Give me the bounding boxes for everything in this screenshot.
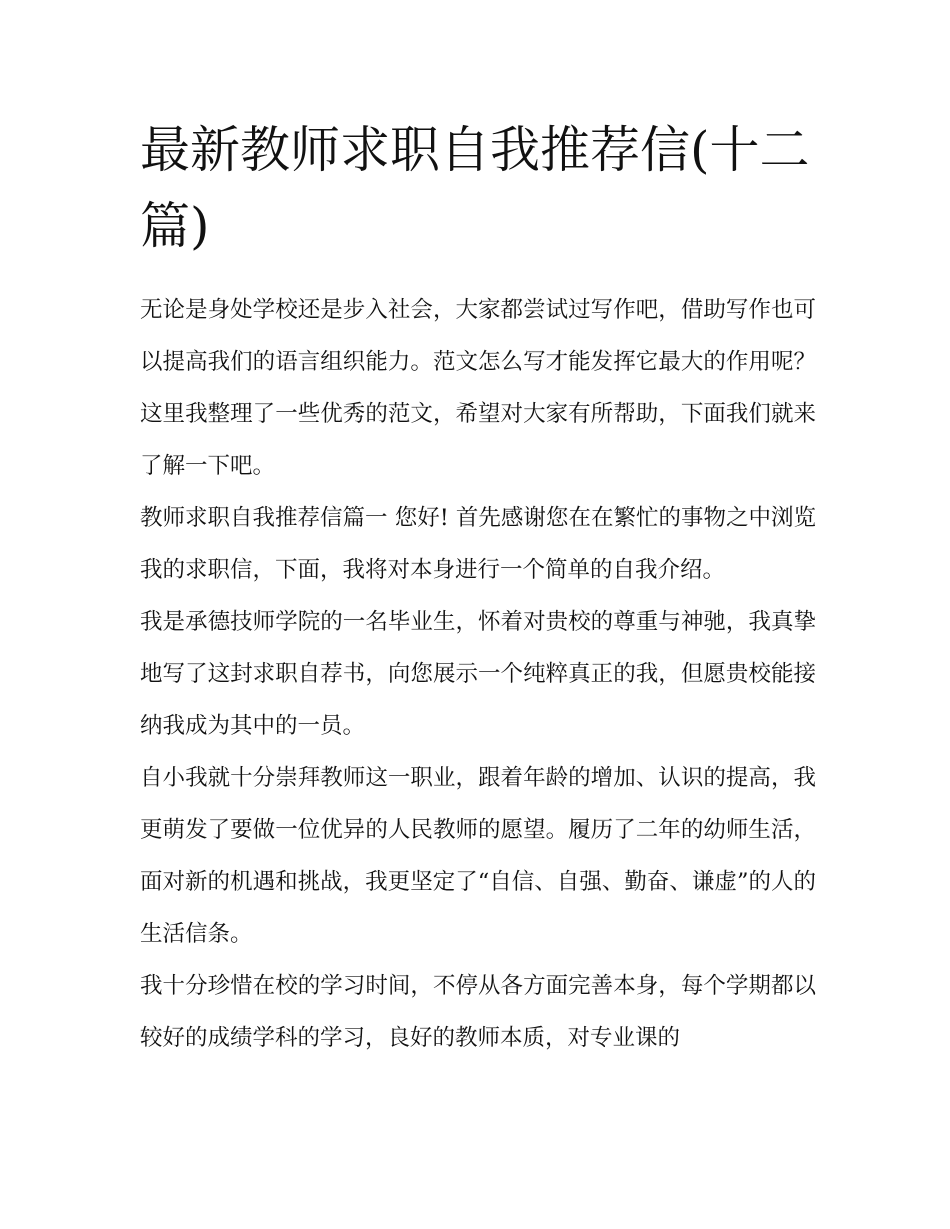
paragraph-intro: 无论是身处学校还是步入社会，大家都尝试过写作吧，借助写作也可以提高我们的语言组织能力。范文怎么写才能发挥它最大的作用呢？这里我整理了一些优秀的范文，希望对大家有所帮助，下面我们就来了解一下吧。 (140, 297, 816, 479)
document-title: 最新教师求职自我推荐信(十二篇) (140, 121, 810, 255)
document-page (140, 112, 816, 1064)
paragraph-greeting: 教师求职自我推荐信篇一 您好! 首先感谢您在在繁忙的事物之中浏览我的求职信，下面，我将对本身进行一个简单的自我介绍。 (140, 505, 816, 583)
paragraph-study: 我十分珍惜在校的学习时间，不停从各方面完善本身，每个学期都以较好的成绩学科的学习，良好的教师本质，对专业课的 (140, 973, 816, 1051)
paragraph-aspiration: 自小我就十分崇拜教师这一职业，跟着年龄的增加、认识的提高，我更萌发了要做一位优异的人民教师的愿望。履历了二年的幼师生活，面对新的机遇和挑战，我更坚定了“自信、自强、勤奋、谦虚”的人的生活信条。 (140, 765, 816, 947)
paragraph-graduate: 我是承德技师学院的一名毕业生，怀着对贵校的尊重与神驰，我真挚地写了这封求职自荐书，向您展示一个纯粹真正的我，但愿贵校能接纳我成为其中的一员。 (140, 609, 816, 739)
